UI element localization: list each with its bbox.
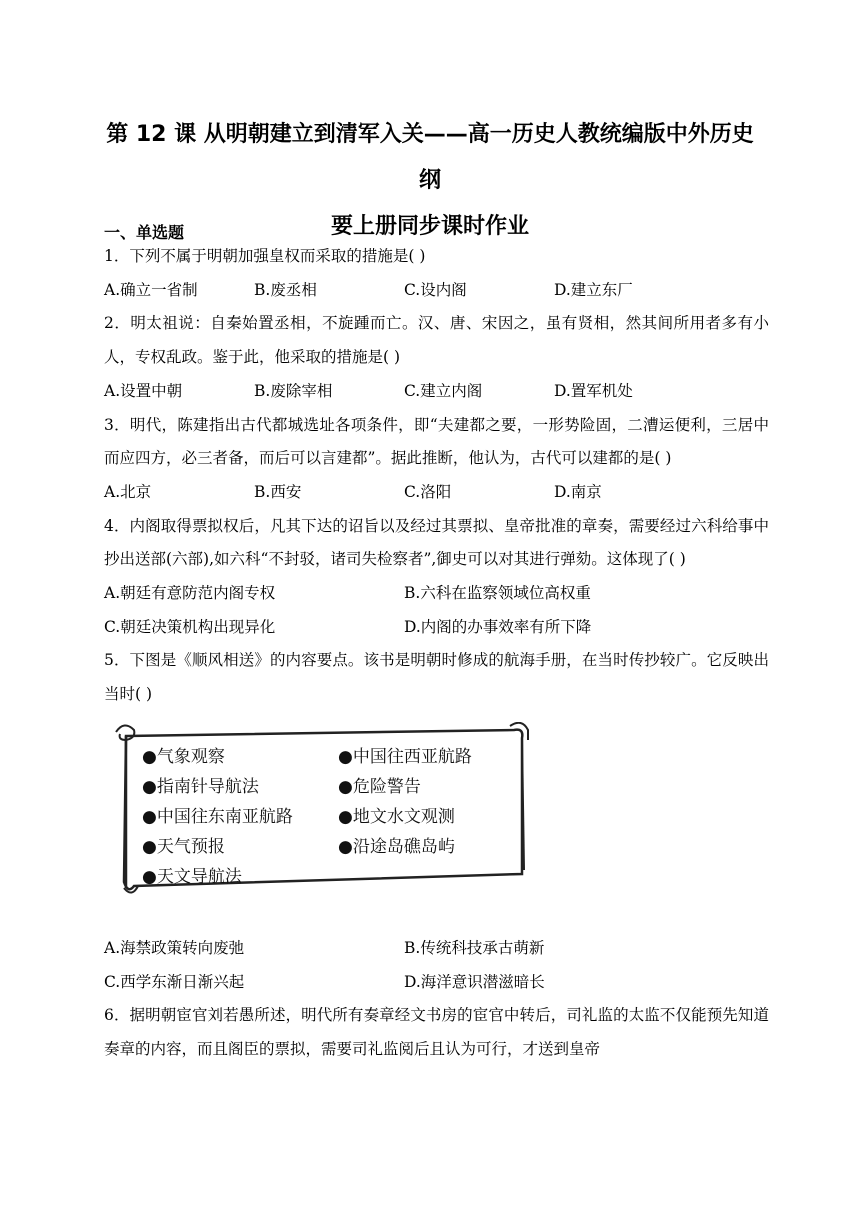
options-row — [104, 476, 769, 510]
question-stem: 4．内阁取得票拟权后，凡其下达的诏旨以及经过其票拟、皇帝批准的章奏，需要经过六科给事中抄出送部(六部),如六科“不封驳，诸司失检察者”,御史可以对其进行弹劾。这体现了( ) — [104, 516, 769, 569]
option: C.洛阳 — [404, 482, 452, 501]
scroll-item: ●中国往西亚航路 — [338, 746, 472, 767]
options-grid — [104, 577, 769, 644]
scroll-figure — [104, 712, 769, 932]
option: B.西安 — [254, 482, 302, 501]
scroll-item: ●指南针导航法 — [142, 776, 259, 797]
question-list — [104, 240, 769, 1067]
scroll-item: ●危险警告 — [338, 776, 421, 797]
options-row — [104, 375, 769, 409]
scroll-illustration — [112, 722, 532, 902]
option: A.海禁政策转向废弛 — [104, 938, 245, 957]
options-row — [104, 274, 769, 308]
option: A.北京 — [104, 482, 152, 501]
option: A.朝廷有意防范内阁专权 — [104, 584, 276, 603]
option: C.建立内阁 — [404, 381, 483, 400]
scroll-item: ●气象观察 — [142, 746, 225, 767]
option: A.确立一省制 — [104, 280, 198, 299]
options-grid — [104, 932, 769, 999]
question-stem: 2．明太祖说：自秦始置丞相，不旋踵而亡。汉、唐、宋因之，虽有贤相，然其间所用者多有小人，专权乱政。鉴于此，他采取的措施是( ) — [104, 314, 769, 367]
question-stem: 5．下图是《顺风相送》的内容要点。该书是明朝时修成的航海手册，在当时传抄较广。它反映出当时( ) — [104, 651, 769, 704]
option: C.设内阁 — [404, 280, 467, 299]
scroll-item: ●中国往东南亚航路 — [142, 806, 293, 827]
option: C.西学东渐日渐兴起 — [104, 972, 245, 991]
option: A.设置中朝 — [104, 381, 183, 400]
option: D.内阁的办事效率有所下降 — [404, 617, 592, 636]
option: B.废丞相 — [254, 280, 317, 299]
scroll-item: ●天气预报 — [142, 836, 225, 857]
scroll-item: ●天文导航法 — [142, 866, 242, 887]
option: B.传统科技承古萌新 — [404, 938, 545, 957]
question-stem: 3．明代，陈建指出古代都城选址各项条件，即“夫建都之要，一形势险固，二漕运便利，三居中而应四方，必三者备，而后可以言建都”。据此推断，他认为，古代可以建都的是( ) — [104, 415, 769, 468]
document-title — [100, 112, 760, 250]
option: D.置军机处 — [554, 381, 633, 400]
option: D.南京 — [554, 482, 602, 501]
option: D.建立东厂 — [554, 280, 633, 299]
section-heading: 一、单选题 — [104, 223, 185, 242]
option: B.六科在监察领域位高权重 — [404, 584, 591, 603]
question-stem: 6．据明朝宦官刘若愚所述，明代所有奏章经文书房的宦官中转后，司礼监的太监不仅能预先知道奏章的内容，而且阁臣的票拟，需要司礼监阅后且认为可行，才送到皇帝 — [104, 1006, 769, 1058]
scroll-item: ●地文水文观测 — [338, 806, 455, 827]
question-stem: 1．下列不属于明朝加强皇权而采取的措施是( ) — [104, 247, 426, 265]
title-line-1: 第 12 课 从明朝建立到清军入关——高一历史人教统编版中外历史纲 — [106, 122, 754, 193]
option: C.朝廷决策机构出现异化 — [104, 617, 276, 636]
option: B.废除宰相 — [254, 381, 333, 400]
scroll-item: ●沿途岛礁岛屿 — [338, 836, 455, 857]
title-line-2: 要上册同步课时作业 — [330, 214, 529, 239]
option: D.海洋意识潜滋暗长 — [404, 972, 545, 991]
